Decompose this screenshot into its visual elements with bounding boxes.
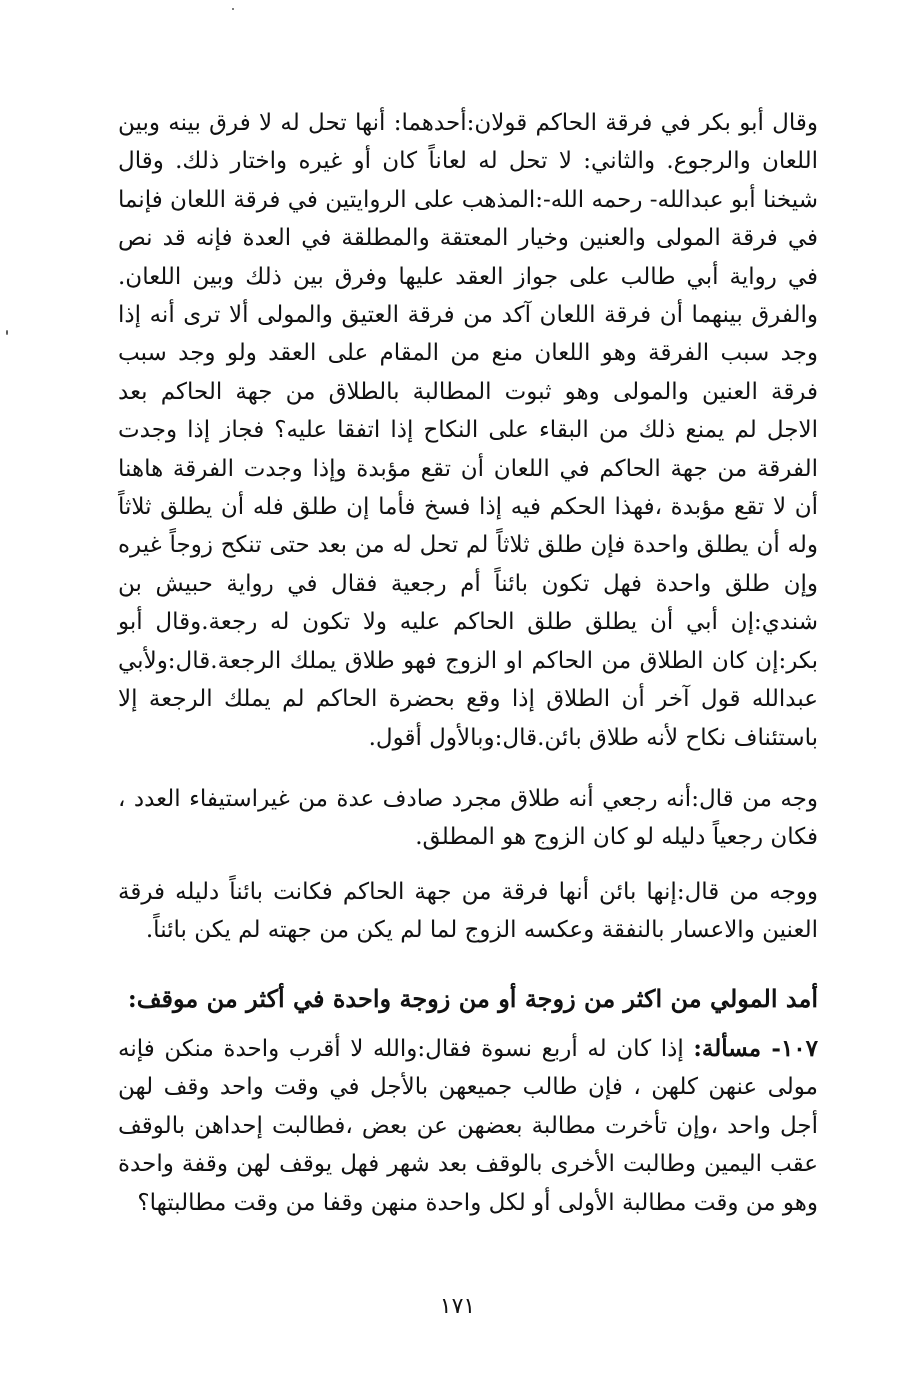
section-heading: أمد المولي من اكثر من زوجة أو من زوجة واحدة في أكثر من موقف: [127,984,818,1013]
paragraph-text: وقال أبو بكر في فرقة الحاكم قولان:أحدهما: أنها تحل له لا فرق بينه وبين اللعان والرجوع. والثاني: لا تحل له لعاناً كان أو غيره واختار ذلك. وقال شيخنا أبو عبدالله- رحمه الله-:المذهب على الروايتين في فرقة اللعان فإنما في فرقة المولى والعنين وخيار المعتقة والمطلقة في العدة فإنه قد نص في رواية أبي طالب على جواز العقد عليها وفرق بين ذلك وبين اللعان. والفرق بينهما أن فرقة اللعان آكد من فرقة العتيق والمولى ألا ترى أنه إذا وجد سبب الفرقة وهو اللعان منع من المقام على العقد ولو وجد سبب فرقة العنين والمولى وهو ثبوت المطالبة بالطلاق من جهة الحاكم بعد الاجل لم يمنع ذلك من البقاء على النكاح إذا اتفقا عليه؟ فجاز إذا وجدت الفرقة من جهة الحاكم في اللعان أن تقع مؤبدة وإذا وجدت الفرقة هاهنا أن لا تقع مؤبدة ،فهذا الحكم فيه إذا فسخ فأما إن طلق فله أن يطلق ثلاثاً وله أن يطلق واحدة فإن طلق ثلاثاً لم تحل له من بعد حتى تنكح زوجاً غيره وإن طلق واحدة فهل تكون بائناً أم رجعية فقال في رواية حبيش بن شندي:إن أبي أن يطلق طلق الحاكم عليه ولا تكون له رجعة.وقال أبو بكر:إن كان الطلاق من الحاكم او الزوج فهو طلاق يملك الرجعة.قال:ولأبي عبدالله قول آخر أن الطلاق إذا وقع بحضرة الحاكم لم يملك الرجعة إلا باستئناف نكاح لأنه طلاق بائن.قال:وبالأول أقول. [118,110,818,751]
paragraph-text: وجه من قال:أنه رجعي أنه طلاق مجرد صادف عدة من غيراستيفاء العدد ، فكان رجعياً دليله لو كان الزوج هو المطلق. [118,786,818,851]
issue-label: ١٠٧- مسألة: [693,1035,819,1062]
issue-text: إذا كان له أربع نسوة فقال:والله لا أقرب واحدة منكن فإنه مولى عنهن كلهن ، فإن طالب جميعهن بالأجل في وقت واحد وقف لهن أجل واحد ،وإن تأخرت مطالبة بعضهن عن بعض ،فطالبت إحداهن بالوقف عقب اليمين وطالبت الأخرى بالوقف بعد شهر فهل يوقف لهن وقفة واحدة وهو من وقت مطالبة الأولى أو لكل واحدة منهن وقفا من وقت مطالبتها؟ [118,1036,818,1216]
issue-body [118,1030,818,1222]
issue-paragraph [118,1030,818,1222]
paragraph-text: ووجه من قال:إنها بائن أنها فرقة من جهة الحاكم فكانت بائناً دليله فرقة العنين والاعسار بالنفقة وعكسه الزوج لما لم يكن من جهته لم يكن بائناً. [118,879,818,944]
paragraph-third [118,873,818,950]
page-number: ١٧١ [439,1294,476,1319]
scan-speck [6,330,8,335]
paragraph-first [118,104,818,757]
paragraph-second [118,780,818,857]
scan-speck [232,8,234,10]
